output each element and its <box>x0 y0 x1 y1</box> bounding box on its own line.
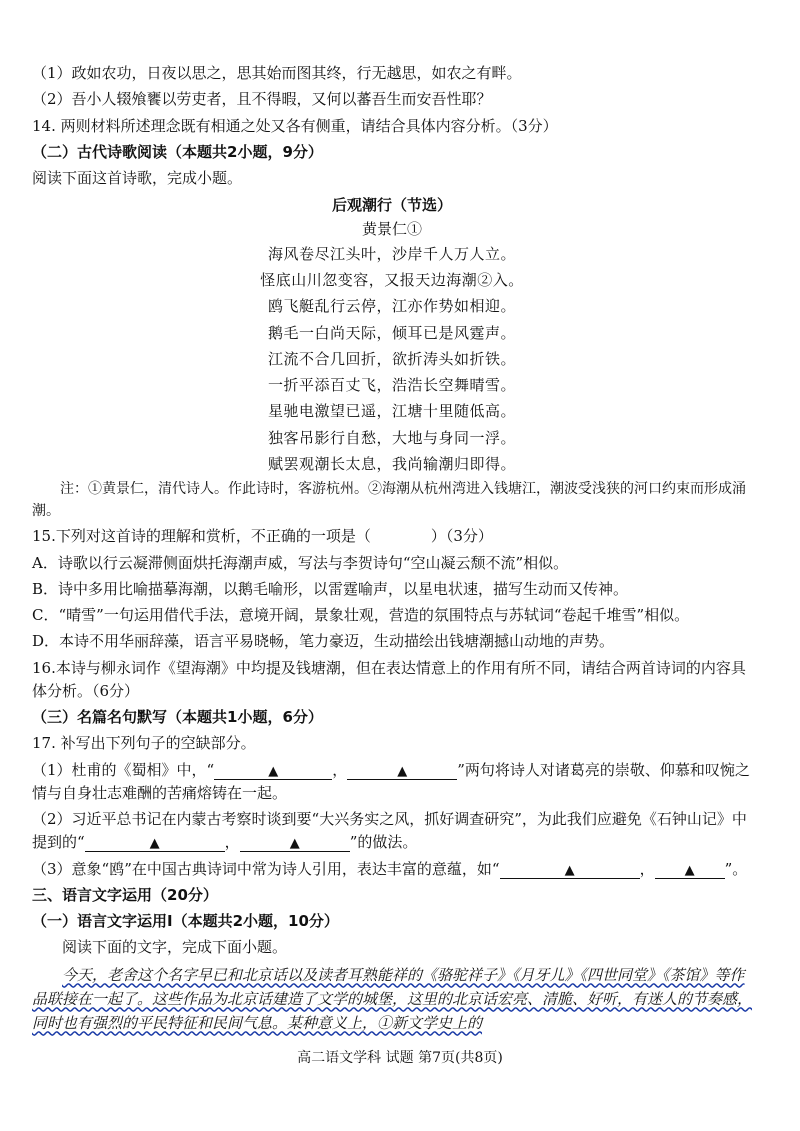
part3-heading: 三、语言文字运用（20分） <box>32 885 218 904</box>
q15-stem-b: ）（3分） <box>430 527 493 546</box>
poem-line: 一折平添百丈飞，浩浩长空舞晴雪。 <box>267 376 516 394</box>
quote-2: （2）吾小人辍飧饔以劳吏者，且不得暇，又何以蕃吾生而安吾性耶？ <box>32 90 492 109</box>
page-footer: 高二语文学科 试题 第7页(共8页) <box>297 1050 503 1066</box>
question-17: 17. 补写出下列句子的空缺部分。 <box>32 734 256 753</box>
poem-line: 怪底山川忽变容，又报天边海潮②入。 <box>260 271 524 289</box>
question-16: 16.本诗与柳永词作《望海潮》中均提及钱塘潮，但在表达情意上的作用有所不同，请结合两首诗词的内容具体分析。（6分） <box>32 658 746 700</box>
poem-line: 独客吊影行自愁，大地与身同一浮。 <box>267 428 516 447</box>
q15-option-b: B．诗中多用比喻描摹海潮，以鹅毛喻形，以雷霆喻声，以星电状速，描写生动而又传神。 <box>32 579 629 598</box>
exam-page <box>32 62 752 1035</box>
part3-intro: 阅读下面的文字，完成下面小题。 <box>62 938 288 957</box>
question-14: 14. 两则材料所述理念既有相通之处又各有侧重，请结合具体内容分析。（3分） <box>32 116 558 135</box>
poem-note: 注：①黄景仁，清代诗人。作此诗时，客游杭州。②海潮从杭州湾进入钱塘江，潮波受浅狭的河口约束而形成涌潮。 <box>32 481 746 519</box>
q15-option-a: A．诗歌以行云凝滞侧面烘托海潮声威，写法与李贺诗句“空山凝云颓不流”相似。 <box>32 553 569 572</box>
q17-item-3: （3）意象“鸥”在中国古典诗词中常为诗人引用，表达丰富的意蕴，如“ ▲ ， ▲ ”。 <box>32 859 748 878</box>
poetry-intro: 阅读下面这首诗歌，完成小题。 <box>32 169 243 187</box>
poem-title: 后观潮行（节选） <box>331 196 452 215</box>
poem-line: 星驰电激望已遥，江塘十里随低高。 <box>267 402 516 421</box>
question-15-stem <box>32 525 752 548</box>
answer-blank[interactable]: ▲ <box>655 860 725 879</box>
answer-blank[interactable]: ▲ <box>214 761 332 780</box>
poem-body <box>32 243 752 476</box>
q15-option-d: D．本诗不用华丽辞藻，语言平易晓畅，笔力豪迈，生动描绘出钱塘潮撼山动地的声势。 <box>32 632 615 651</box>
reading-passage: 今天，老舍这个名字早已和北京话以及读者耳熟能祥的《骆驼祥子》《月牙儿》《四世同堂》《茶馆》等作品联接在一起了。这些作品为北京话建造了文学的城堡，这里的北京话宏亮、清脆、好听，有迷人的节奏感，同时也有强烈的平民特征和民间气息。某种意义上，①新文学史上的 <box>32 965 753 1032</box>
quote-1: （1）政如农功，日夜以思之，思其始而图其终，行无越思，如农之有畔。 <box>32 64 522 82</box>
answer-blank[interactable]: ▲ <box>500 860 640 879</box>
poem-line: 海风卷尽江头叶，沙岸千人万人立。 <box>267 244 516 263</box>
poem-line: 江流不合几回折，欲折涛头如折铁。 <box>267 349 516 368</box>
poem-author: 黄景仁① <box>361 219 422 238</box>
section-poetry-heading: （二）古代诗歌阅读（本题共2小题，9分） <box>32 142 323 161</box>
part3-subheading: （一）语言文字运用Ⅰ（本题共2小题，10分） <box>32 912 339 931</box>
poem-line: 赋罢观潮长太息，我尚输潮归即得。 <box>267 454 516 473</box>
q17-item-2: （2）习近平总书记在内蒙古考察时谈到要“大兴务实之风，抓好调查研究”，为此我们应避免《石钟山记》中提到的“ ▲ ， ▲ ”的做法。 <box>32 810 747 852</box>
q15-stem-a: 15.下列对这首诗的理解和赏析，不正确的一项是（ <box>32 527 371 546</box>
answer-blank[interactable]: ▲ <box>240 833 350 852</box>
answer-blank[interactable]: ▲ <box>85 833 225 852</box>
q17-item-1: （1）杜甫的《蜀相》中，“ ▲ ， ▲ ”两句将诗人对诸葛亮的崇敬、仰慕和叹惋之情与自身壮志难酬的苦痛熔铸在一起。 <box>32 760 750 802</box>
poem-line: 鸥飞艇乱行云停，江亦作势如相迎。 <box>267 297 516 316</box>
poem-line: 鹅毛一白尚天际，倾耳已是风霆声。 <box>267 323 516 342</box>
answer-blank[interactable]: ▲ <box>347 761 457 780</box>
section-dictation-heading: （三）名篇名句默写（本题共1小题，6分） <box>32 708 323 727</box>
q15-option-c: C．“晴雪”一句运用借代手法，意境开阔，景象壮观，营造的氛围特点与苏轼词“卷起千堆雪”相似。 <box>32 606 690 625</box>
